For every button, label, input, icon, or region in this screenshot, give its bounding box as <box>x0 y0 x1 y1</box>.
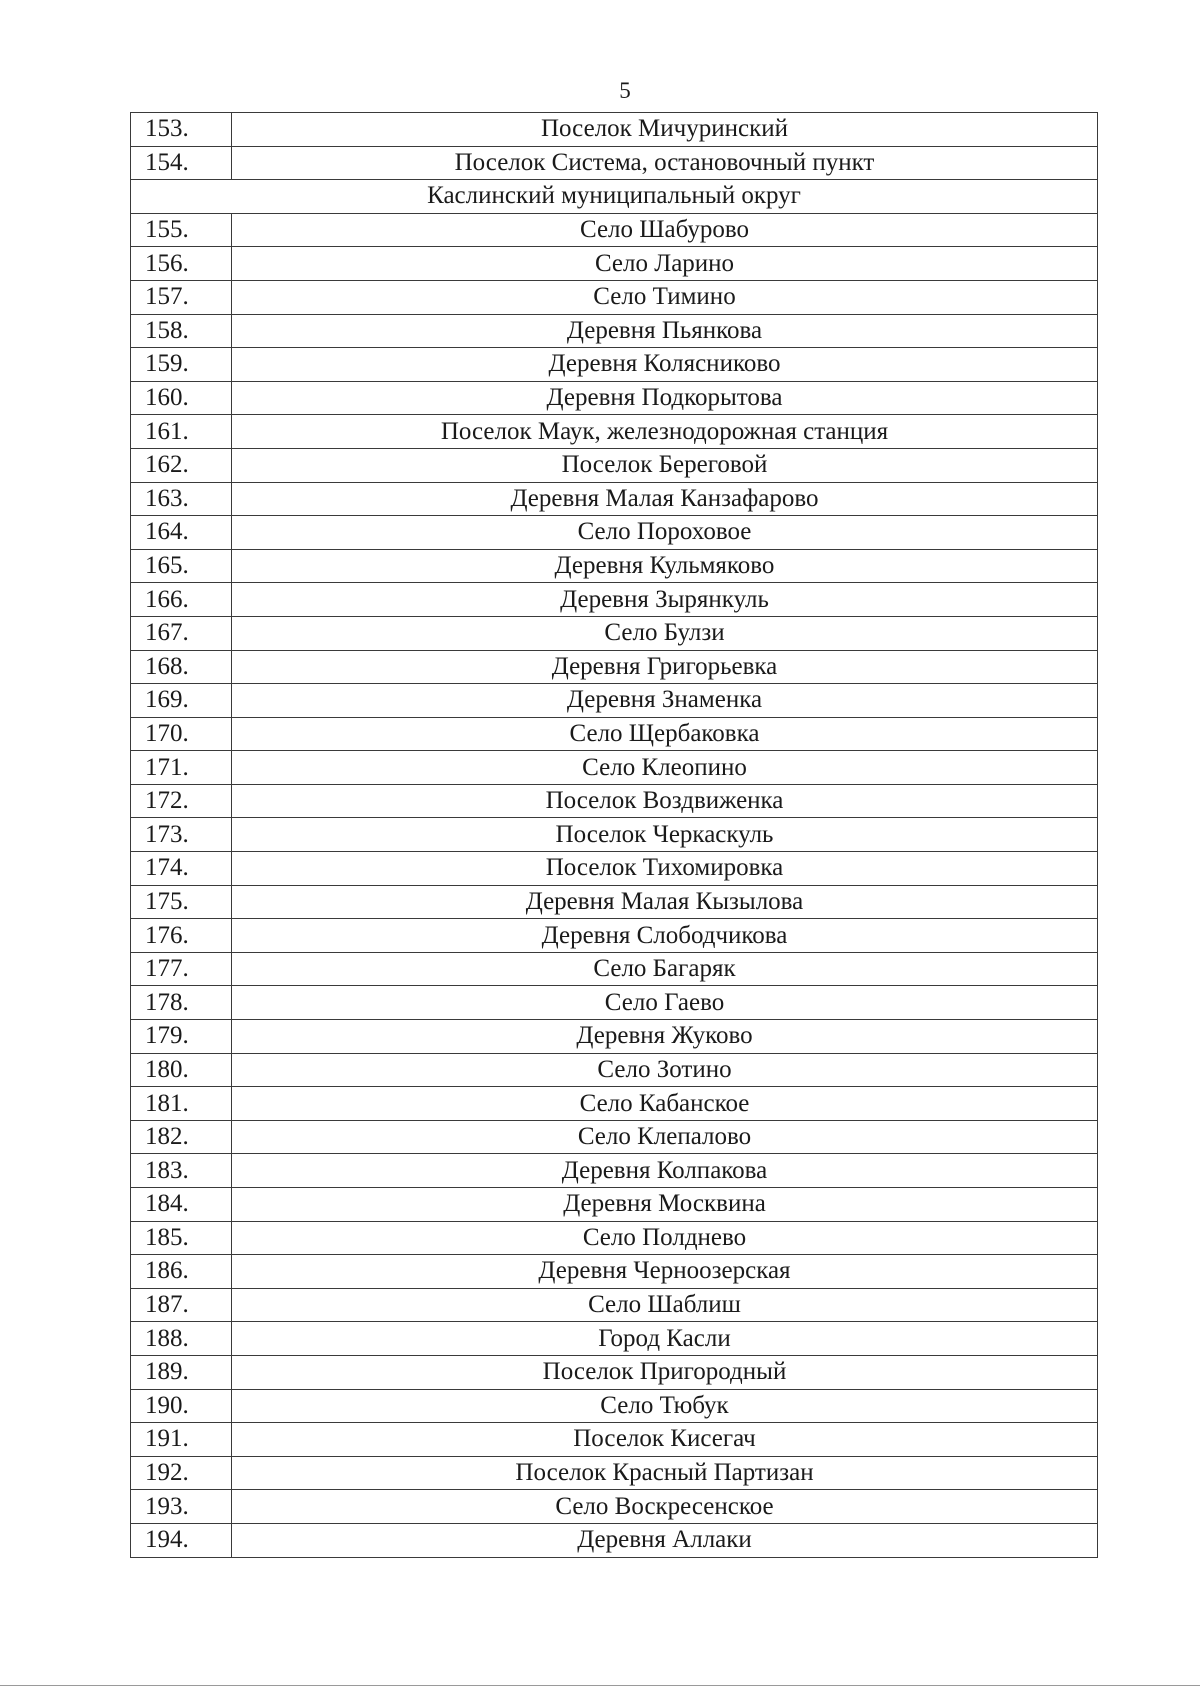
table-row <box>131 852 1098 886</box>
row-number: 181. <box>131 1087 232 1121</box>
settlements-table-body <box>131 113 1098 1558</box>
section-title: Каслинский муниципальный округ <box>131 180 1098 214</box>
table-row <box>131 885 1098 919</box>
settlement-name: Село Багаряк <box>232 952 1098 986</box>
table-row <box>131 1255 1098 1289</box>
row-number: 169. <box>131 684 232 718</box>
settlement-name: Деревня Москвина <box>232 1188 1098 1222</box>
row-number: 180. <box>131 1053 232 1087</box>
settlement-name: Село Пороховое <box>232 516 1098 550</box>
table-row <box>131 583 1098 617</box>
table-row <box>131 1154 1098 1188</box>
row-number: 191. <box>131 1423 232 1457</box>
table-row <box>131 751 1098 785</box>
table-row <box>131 314 1098 348</box>
table-row <box>131 1188 1098 1222</box>
settlement-name: Деревня Слободчикова <box>232 919 1098 953</box>
table-row <box>131 1523 1098 1557</box>
row-number: 187. <box>131 1288 232 1322</box>
table-row <box>131 280 1098 314</box>
settlement-name: Деревня Пьянкова <box>232 314 1098 348</box>
settlement-name: Село Воскресенское <box>232 1490 1098 1524</box>
table-row <box>131 1120 1098 1154</box>
settlement-name: Село Тимино <box>232 280 1098 314</box>
row-number: 177. <box>131 952 232 986</box>
settlement-name: Деревня Колясниково <box>232 348 1098 382</box>
table-row <box>131 213 1098 247</box>
row-number: 168. <box>131 650 232 684</box>
row-number: 185. <box>131 1221 232 1255</box>
settlement-name: Поселок Береговой <box>232 448 1098 482</box>
row-number: 165. <box>131 549 232 583</box>
settlement-name: Деревня Жуково <box>232 1020 1098 1054</box>
settlement-name: Село Клепалово <box>232 1120 1098 1154</box>
table-row <box>131 1456 1098 1490</box>
settlement-name: Деревня Зырянкуль <box>232 583 1098 617</box>
settlement-name: Поселок Тихомировка <box>232 852 1098 886</box>
row-number: 158. <box>131 314 232 348</box>
table-row <box>131 717 1098 751</box>
table-row <box>131 818 1098 852</box>
table-row <box>131 1490 1098 1524</box>
settlement-name: Город Касли <box>232 1322 1098 1356</box>
row-number: 157. <box>131 280 232 314</box>
row-number: 178. <box>131 986 232 1020</box>
table-row <box>131 113 1098 147</box>
row-number: 160. <box>131 381 232 415</box>
table-row <box>131 549 1098 583</box>
settlement-name: Село Полднево <box>232 1221 1098 1255</box>
settlement-name: Деревня Колпакова <box>232 1154 1098 1188</box>
table-row <box>131 448 1098 482</box>
table-row <box>131 1389 1098 1423</box>
table-row <box>131 650 1098 684</box>
settlement-name: Поселок Система, остановочный пункт <box>232 146 1098 180</box>
settlement-name: Поселок Кисегач <box>232 1423 1098 1457</box>
row-number: 163. <box>131 482 232 516</box>
settlement-name: Поселок Маук, железнодорожная станция <box>232 415 1098 449</box>
settlement-name: Поселок Красный Партизан <box>232 1456 1098 1490</box>
table-row <box>131 1288 1098 1322</box>
settlement-name: Село Гаево <box>232 986 1098 1020</box>
row-number: 162. <box>131 448 232 482</box>
settlement-name: Село Булзи <box>232 616 1098 650</box>
table-row <box>131 684 1098 718</box>
row-number: 192. <box>131 1456 232 1490</box>
settlement-name: Село Зотино <box>232 1053 1098 1087</box>
bottom-divider <box>0 1685 1200 1686</box>
settlement-name: Деревня Знаменка <box>232 684 1098 718</box>
row-number: 184. <box>131 1188 232 1222</box>
table-row <box>131 919 1098 953</box>
row-number: 171. <box>131 751 232 785</box>
settlement-name: Село Шабурово <box>232 213 1098 247</box>
row-number: 172. <box>131 784 232 818</box>
table-row <box>131 415 1098 449</box>
table-row <box>131 146 1098 180</box>
settlement-name: Село Щербаковка <box>232 717 1098 751</box>
table-row <box>131 986 1098 1020</box>
table-row <box>131 616 1098 650</box>
settlement-name: Деревня Черноозерская <box>232 1255 1098 1289</box>
settlement-name: Поселок Черкаскуль <box>232 818 1098 852</box>
row-number: 156. <box>131 247 232 281</box>
row-number: 159. <box>131 348 232 382</box>
table-row <box>131 516 1098 550</box>
table-row <box>131 1423 1098 1457</box>
row-number: 182. <box>131 1120 232 1154</box>
table-row <box>131 952 1098 986</box>
settlement-name: Село Шаблиш <box>232 1288 1098 1322</box>
settlement-name: Село Ларино <box>232 247 1098 281</box>
settlement-name: Поселок Мичуринский <box>232 113 1098 147</box>
row-number: 183. <box>131 1154 232 1188</box>
settlement-name: Деревня Малая Кызылова <box>232 885 1098 919</box>
row-number: 174. <box>131 852 232 886</box>
row-number: 175. <box>131 885 232 919</box>
settlement-name: Деревня Кульмяково <box>232 549 1098 583</box>
table-row <box>131 247 1098 281</box>
row-number: 179. <box>131 1020 232 1054</box>
settlement-name: Село Тюбук <box>232 1389 1098 1423</box>
settlement-name: Деревня Аллаки <box>232 1523 1098 1557</box>
settlement-name: Поселок Пригородный <box>232 1355 1098 1389</box>
row-number: 170. <box>131 717 232 751</box>
table-row <box>131 1322 1098 1356</box>
row-number: 176. <box>131 919 232 953</box>
table-row <box>131 1355 1098 1389</box>
row-number: 189. <box>131 1355 232 1389</box>
settlement-name: Деревня Подкорытова <box>232 381 1098 415</box>
row-number: 164. <box>131 516 232 550</box>
table-row <box>131 381 1098 415</box>
settlement-name: Деревня Григорьевка <box>232 650 1098 684</box>
row-number: 190. <box>131 1389 232 1423</box>
row-number: 193. <box>131 1490 232 1524</box>
row-number: 161. <box>131 415 232 449</box>
table-row <box>131 1221 1098 1255</box>
row-number: 154. <box>131 146 232 180</box>
settlements-table <box>130 112 1098 1558</box>
table-row <box>131 784 1098 818</box>
table-row <box>131 482 1098 516</box>
table-row <box>131 1053 1098 1087</box>
settlement-name: Деревня Малая Канзафарово <box>232 482 1098 516</box>
settlement-name: Село Кабанское <box>232 1087 1098 1121</box>
row-number: 153. <box>131 113 232 147</box>
section-row <box>131 180 1098 214</box>
row-number: 194. <box>131 1523 232 1557</box>
settlement-name: Поселок Воздвиженка <box>232 784 1098 818</box>
page-number: 5 <box>619 78 631 103</box>
row-number: 186. <box>131 1255 232 1289</box>
row-number: 167. <box>131 616 232 650</box>
row-number: 166. <box>131 583 232 617</box>
table-row <box>131 1087 1098 1121</box>
table-row <box>131 348 1098 382</box>
row-number: 173. <box>131 818 232 852</box>
row-number: 188. <box>131 1322 232 1356</box>
row-number: 155. <box>131 213 232 247</box>
table-row <box>131 1020 1098 1054</box>
settlement-name: Село Клеопино <box>232 751 1098 785</box>
